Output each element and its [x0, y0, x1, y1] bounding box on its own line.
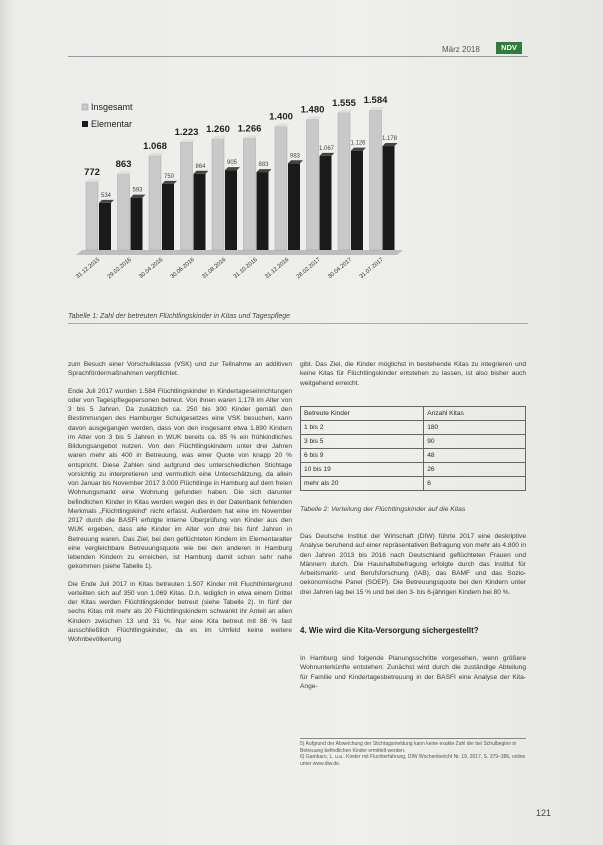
data-label-elementar: 864 — [195, 163, 206, 170]
category-label: 30.06.2016 — [169, 256, 196, 281]
table-cell: 26 — [424, 463, 526, 477]
bar-total-top — [338, 110, 353, 113]
category-label: 30.04.2016 — [138, 256, 165, 281]
table-cell: 6 — [424, 477, 526, 491]
legend-label-elementar: Elementar — [91, 119, 133, 129]
bar-total — [118, 174, 130, 250]
chart-caption: Tabelle 1: Zahl der betreuten Flüchtlingskinder in Kitas und Tagespflege — [68, 313, 291, 320]
bar-elementar — [320, 156, 332, 250]
data-label-total: 1.400 — [269, 111, 293, 123]
bar-elementar-top — [351, 148, 366, 151]
bar-elementar-top — [162, 181, 177, 184]
category-label: 30.04.2017 — [327, 256, 354, 281]
bar-total — [181, 142, 193, 250]
category-label: 31.10.2016 — [232, 256, 259, 281]
table-cell: 180 — [424, 421, 526, 435]
data-label-total: 1.068 — [143, 140, 167, 152]
paragraph: In Hamburg sind folgende Planungsschritte vorgesehen, wenn größere Wohnunterkünfte entstehen: Zunächst wird durch die zuständige Abteilung für Familie und Kindertagesbetreuung in der BASFI eine Analyse der Kita-Ange- — [300, 655, 526, 690]
category-label: 28.02.2017 — [295, 256, 322, 281]
bar-elementar — [194, 174, 206, 250]
right-column-top — [300, 360, 526, 396]
category-label: 31.12.2015 — [75, 256, 102, 281]
bar-total-top — [86, 179, 101, 182]
bar-elementar-top — [194, 171, 209, 174]
table-cell: 10 bis 19 — [301, 463, 424, 477]
bar-total — [149, 156, 161, 250]
bar-elementar-top — [225, 167, 240, 170]
footnote: 5) Aufgrund der Abweichung der Stichtagsmeldung kann keine exakte Zahl der bei Schulbeginn in Betreuung befindlichen Kinder ermittelt werden. — [300, 741, 517, 754]
data-label-total: 1.266 — [237, 123, 262, 135]
table-row — [301, 449, 526, 463]
bar-elementar — [257, 172, 269, 250]
header-date: März 2018 — [442, 45, 480, 54]
bar-elementar — [131, 198, 143, 250]
bar-elementar-top — [383, 143, 398, 146]
table-cell: 90 — [424, 435, 526, 449]
data-label-total: 1.223 — [174, 127, 199, 139]
data-label-total: 772 — [84, 166, 100, 178]
footnote: 6) Gambaro, L. u.a.: Kinder mit Fluchterfahrung, DIW Wochenbericht Nr. 19, 2017, S. 379–386, online unter www.diw.de. — [300, 754, 526, 767]
bar-total — [370, 110, 382, 250]
table-cell: 3 bis 5 — [301, 435, 424, 449]
category-label: 31.07.2017 — [358, 256, 385, 281]
bar-elementar-top — [288, 160, 303, 163]
left-column — [68, 360, 292, 652]
caption-divider — [68, 323, 528, 324]
bar-elementar — [288, 163, 300, 250]
bar-total-top — [244, 135, 259, 138]
footnote-divider — [300, 738, 526, 739]
data-label-elementar: 983 — [289, 153, 301, 160]
table-cell: 1 bis 2 — [301, 421, 424, 435]
table-header-row — [301, 407, 526, 421]
bar-total — [86, 182, 98, 250]
bar-total-top — [275, 123, 290, 126]
table-cell: mehr als 20 — [301, 477, 424, 491]
data-label-total: 1.584 — [363, 95, 388, 107]
bar-chart — [68, 88, 418, 308]
bar-elementar — [162, 184, 174, 250]
legend-swatch-elementar — [82, 121, 88, 127]
category-label: 31.12.2016 — [264, 256, 291, 281]
paragraph: zum Besuch einer Vorschulklasse (VSK) und zur Teilnahme an additiven Sprachfördermaßnahmen verpflichtet. — [68, 361, 292, 378]
bar-elementar-top — [257, 169, 272, 172]
table-row — [301, 421, 526, 435]
table-cell: 6 bis 9 — [301, 449, 424, 463]
table-cell: 48 — [424, 449, 526, 463]
legend-label-total: Insgesamt — [91, 102, 133, 112]
table-row — [301, 463, 526, 477]
table-row — [301, 435, 526, 449]
data-label-elementar: 905 — [226, 160, 238, 167]
paragraph: Das Deutsche Institut der Wirtschaft (DIW) führte 2017 eine deskriptive Analyse beruhend auf einer repräsentativen Befragung von mehr als 4.800 in den Jahren 2013 bis 2016 nach Deutschland geflüchteten Frauen und Männern durch. Die Haushaltsbefragung erfolgte durch das Institut für Arbeitsmarkt- und Berufsforschung (IAB), das BAMF und das Sozio-oekonomische Panel (SOEP). Die Betreuungsquote bei den Kindern unter drei Jahren lag bei 15 % und bei den 3- bis 6-jährigen Kindern bei 80 %. — [300, 533, 526, 596]
bar-total-top — [149, 153, 164, 156]
bar-elementar-top — [99, 200, 114, 203]
bar-elementar — [383, 146, 395, 250]
header-badge: NDV — [496, 42, 522, 54]
bar-total-top — [307, 116, 322, 119]
bar-total — [244, 138, 256, 250]
data-label-elementar: 534 — [100, 192, 112, 199]
data-label-elementar: 1.178 — [381, 136, 398, 143]
data-label-elementar: 883 — [258, 162, 269, 169]
page-number: 121 — [536, 808, 552, 818]
bar-elementar — [99, 203, 111, 250]
table-header: Anzahl Kitas — [424, 407, 526, 421]
legend-swatch-total — [82, 104, 88, 110]
paragraph: Die Ende Juli 2017 in Kitas betreuten 1.507 Kinder mit Fluchthintergrund verteilten sich auf 350 von 1.069 Kitas. D.h. lediglich in etwa einem Drittel der Kitas werden Flüchtlingskinder betreut (siehe Tabelle 2). In fünf der sechs Kitas mit mehr als 20 Flüchtlingskindern schwankt ihr Anteil an allen Kindern zwischen 13 und 31 %. Nur eine Kita betreut mit 86 % fast ausschließlich Flüchtlingskinder, da es im Umfeld keine weitere Wohnbevölkerung — [68, 580, 292, 643]
bar-elementar — [351, 151, 363, 250]
bar-elementar-top — [131, 195, 146, 198]
bar-elementar — [225, 170, 237, 250]
footnotes — [300, 741, 526, 767]
bar-total-top — [181, 139, 196, 142]
table-header: Betreute Kinder — [301, 407, 424, 421]
data-label-total: 1.555 — [332, 97, 356, 109]
paragraph: gibt. Das Ziel, die Kinder möglichst in bestehende Kitas zu integrieren und keine Kitas für Flüchtlingskinder entstehen zu lassen, ist also bisher auch weitgehend erreicht. — [300, 361, 526, 387]
bar-total — [275, 126, 287, 250]
distribution-table — [300, 406, 526, 491]
bar-total — [307, 119, 319, 250]
bar-total — [212, 139, 224, 250]
category-label: 29.02.2016 — [106, 256, 133, 281]
bar-total-top — [212, 136, 227, 139]
data-label-total: 1.260 — [206, 123, 230, 135]
data-label-elementar: 1.126 — [350, 140, 366, 147]
section-heading: 4. Wie wird die Kita-Versorgung sichergestellt? — [300, 626, 479, 635]
bar-elementar-top — [320, 153, 335, 156]
data-label-elementar: 593 — [132, 187, 143, 194]
data-label-total: 1.480 — [300, 104, 325, 116]
header-divider — [68, 56, 528, 57]
chart-floor — [76, 250, 403, 255]
bar-total-top — [370, 107, 385, 110]
category-label: 31.08.2016 — [201, 256, 228, 281]
table-row — [301, 477, 526, 491]
right-column-bottom — [300, 654, 526, 699]
data-label-elementar: 750 — [163, 173, 175, 180]
right-column-middle — [300, 532, 526, 605]
data-label-total: 863 — [115, 158, 132, 170]
bar-total-top — [118, 171, 133, 174]
data-label-elementar: 1.067 — [318, 145, 335, 152]
bar-total — [338, 113, 350, 250]
paragraph: Ende Juli 2017 wurden 1.584 Flüchtlingskinder in Kindertageseinrichtungen oder von Tagespflegepersonen betreut. Von ihnen waren 1.178 im Alter von 3 bis 5 Jahren. Da zusätzlich ca. 250 bis 300 Kinder gemäß den Bestimmungen des Hamburger Schulgesetzes eine VSK besuchen, kann davon ausgegangen werden, dass von den insgesamt etwa 1.890 Kindern im Alter von 3 bis 5 Jahren in WUK bereits ca. 85 % ein frühkindliches Bildungsangebot nutzen. Von den Flüchtlingskindern unter drei Jahren waren mehr als 400 in Betreuung, was einer Quote von knapp 20 % entspricht. Diese Zahlen sind aufgrund des unterschiedlichen Stichtage vorsichtig zu interpretieren und vermutlich eine Unterschätzung, da allein von Januar bis November 2017 3.000 Flüchtlinge in Hamburg auf dem freien Wohnungsmarkt eine Wohnung gefunden haben. Die sich darunter befindlichen Kinder in Kitas werden wegen des in der Datenbank fehlenden Merkmals „Flüchtlingskind“ nicht erfasst. Außerdem hat eine im November 2017 durch die BASFI erfolgte interne Überprüfung von Kinder aus den WUK ergeben, dass alle Kinder im Alter von drei bis fünf Jahren in Betreuung waren. Das Ziel, bei den geflüchteten Kindern im Elementaralter eine vergleichbare Betreuungsquote wie bei den anderen in Hamburg lebenden Kindern zu erreichen, ist Hamburg damit schon sehr nahe gekommen (siehe Tabelle 1). — [68, 387, 292, 571]
table-caption: Tabelle 2: Verteilung der Flüchtlingskinder auf die Kitas — [300, 506, 466, 513]
